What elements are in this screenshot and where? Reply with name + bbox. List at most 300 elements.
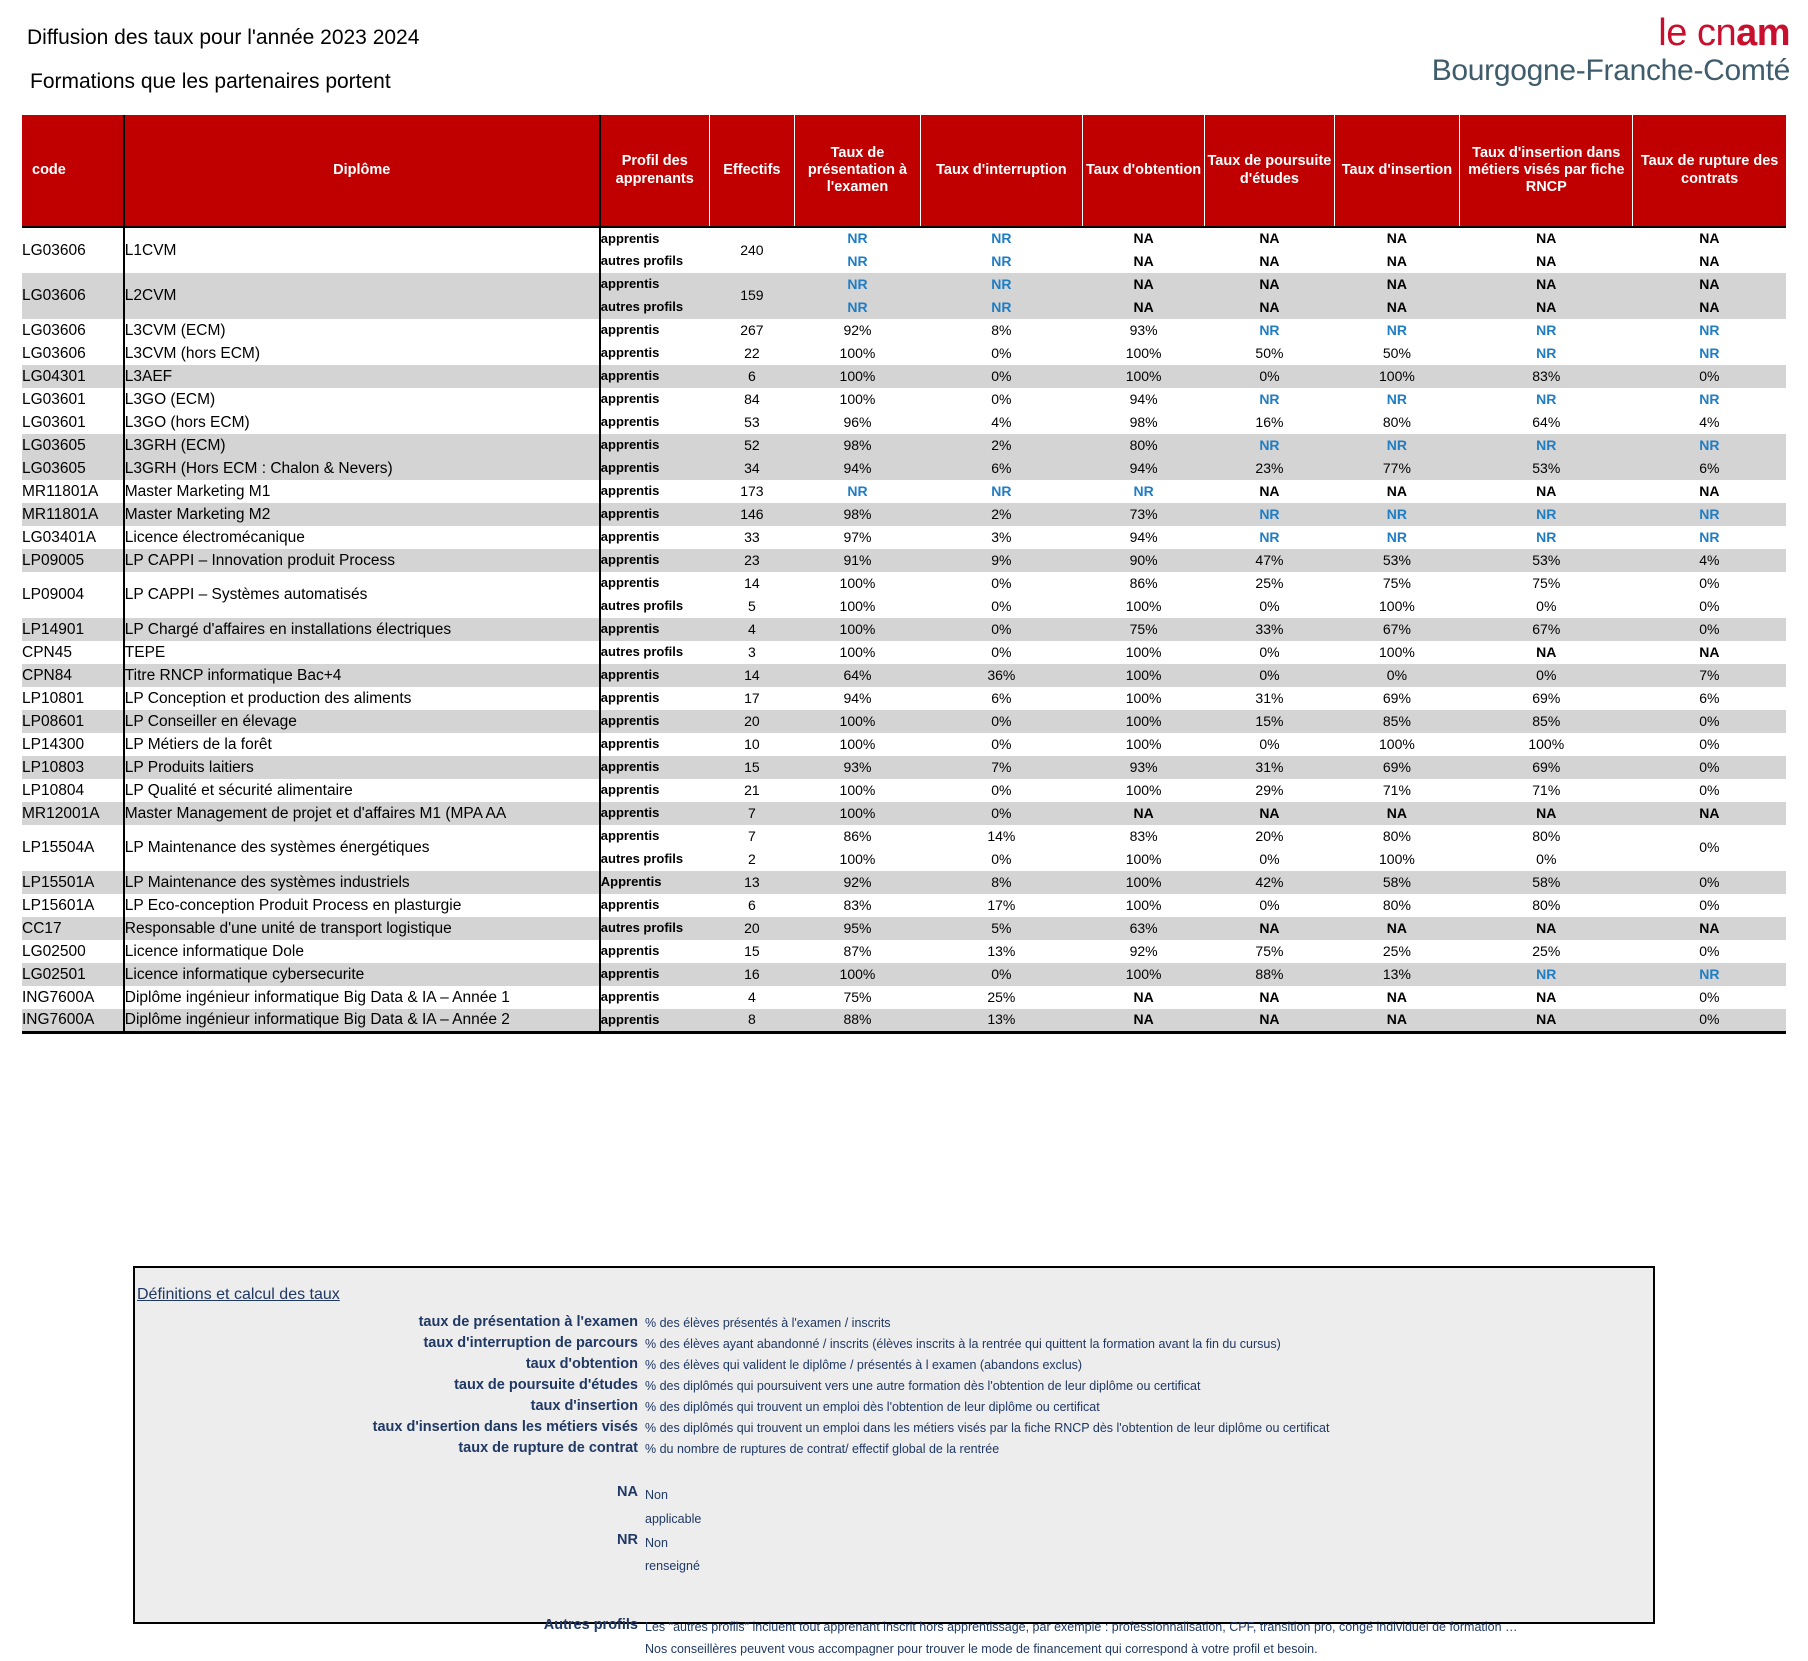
cell-presentation: 95% [795, 917, 921, 940]
table-row [22, 273, 1786, 296]
cell-insertion-rncp: NA [1460, 480, 1633, 503]
cell-profil: apprentis [600, 940, 709, 963]
cell-insertion: 85% [1334, 710, 1460, 733]
cell-diplome: LP Eco-conception Produit Process en plasturgie [124, 894, 600, 917]
cell-profil: apprentis [600, 411, 709, 434]
col-header-insertion: Taux d'insertion [1334, 115, 1460, 227]
cell-interruption: 0% [920, 848, 1082, 871]
cell-rupture: NR [1633, 526, 1786, 549]
header-row [22, 115, 1786, 227]
cell-interruption: NR [920, 250, 1082, 273]
cell-profil: apprentis [600, 687, 709, 710]
cell-effectif: 10 [709, 733, 794, 756]
definition-text: % des diplômés qui trouvent un emploi dans les métiers visés par la fiche RNCP dès l'obtention de leur diplôme ou certificat [645, 1421, 1330, 1435]
cell-rupture: 7% [1633, 664, 1786, 687]
cell-presentation: 100% [795, 641, 921, 664]
cell-presentation: 64% [795, 664, 921, 687]
cell-insertion: NR [1334, 503, 1460, 526]
abbreviation-label: NR [617, 1531, 638, 1548]
cell-insertion: 100% [1334, 733, 1460, 756]
cell-insertion-rncp: NR [1460, 342, 1633, 365]
table-row [22, 756, 1786, 779]
cell-obtention: 100% [1082, 710, 1205, 733]
col-header-insertion-rncp: Taux d'insertion dans métiers visés par fiche RNCP [1460, 115, 1633, 227]
cell-diplome: Master Marketing M1 [124, 480, 600, 503]
cell-profil: autres profils [600, 917, 709, 940]
cell-insertion-rncp: NR [1460, 963, 1633, 986]
definition-row [135, 1356, 1653, 1372]
cell-poursuite: NA [1205, 802, 1334, 825]
logo-am-text: am [1736, 12, 1790, 54]
cell-rupture: 0% [1633, 595, 1786, 618]
table-row [22, 342, 1786, 365]
cell-rupture: 0% [1633, 825, 1786, 871]
cell-profil: apprentis [600, 894, 709, 917]
cell-insertion: NA [1334, 273, 1460, 296]
cell-insertion-rncp: NR [1460, 388, 1633, 411]
cell-presentation: 83% [795, 894, 921, 917]
cell-poursuite: 31% [1205, 756, 1334, 779]
page-header [0, 0, 1808, 110]
cell-code: LP09004 [22, 572, 124, 618]
cell-code: LG03601 [22, 388, 124, 411]
autres-profils-line2: Nos conseillères peuvent vous accompagner pour trouver le mode de financement qui correspond à votre profil et besoin. [645, 1641, 1318, 1656]
cell-profil: apprentis [600, 1009, 709, 1032]
cell-rupture: 0% [1633, 733, 1786, 756]
cell-effectif: 2 [709, 848, 794, 871]
table-row [22, 664, 1786, 687]
abbreviation-label: NA [617, 1484, 638, 1500]
cell-presentation: 100% [795, 365, 921, 388]
cell-diplome: Licence électromécanique [124, 526, 600, 549]
definition-text: % des diplômés qui trouvent un emploi dès l'obtention de leur diplôme ou certificat [645, 1400, 1100, 1414]
cell-presentation: 100% [795, 779, 921, 802]
cell-presentation: 100% [795, 618, 921, 641]
cell-obtention: 80% [1082, 434, 1205, 457]
table-row [22, 710, 1786, 733]
cell-insertion: 13% [1334, 963, 1460, 986]
cell-insertion-rncp: NA [1460, 917, 1633, 940]
rates-table-container [22, 115, 1786, 1034]
cell-interruption: 14% [920, 825, 1082, 848]
cell-poursuite: NR [1205, 503, 1334, 526]
cell-insertion: NA [1334, 802, 1460, 825]
definition-row [135, 1398, 1653, 1414]
table-row [22, 986, 1786, 1009]
abbreviation-line2: applicable [645, 1511, 702, 1526]
cell-interruption: 17% [920, 894, 1082, 917]
cell-diplome: Diplôme ingénieur informatique Big Data & IA – Année 2 [124, 1009, 600, 1032]
cell-effectif: 20 [709, 917, 794, 940]
cell-obtention: 100% [1082, 342, 1205, 365]
cell-poursuite: 31% [1205, 687, 1334, 710]
cell-poursuite: 0% [1205, 894, 1334, 917]
cell-rupture: 6% [1633, 687, 1786, 710]
cell-profil: autres profils [600, 595, 709, 618]
cell-obtention: 73% [1082, 503, 1205, 526]
cell-interruption: 0% [920, 342, 1082, 365]
cell-presentation: 98% [795, 434, 921, 457]
cell-rupture: 0% [1633, 779, 1786, 802]
cell-effectif: 20 [709, 710, 794, 733]
cell-diplome: Licence informatique Dole [124, 940, 600, 963]
cell-obtention: 92% [1082, 940, 1205, 963]
cell-diplome: LP Conception et production des aliments [124, 687, 600, 710]
cell-effectif: 3 [709, 641, 794, 664]
cell-obtention: NA [1082, 1009, 1205, 1032]
cell-rupture: 4% [1633, 411, 1786, 434]
definition-row [135, 1377, 1653, 1393]
cell-code: LG03606 [22, 227, 124, 273]
definition-label: taux de rupture de contrat [458, 1440, 638, 1456]
cell-poursuite: 33% [1205, 618, 1334, 641]
cell-code: LP15601A [22, 894, 124, 917]
autres-profils-block [135, 1617, 1653, 1661]
cell-effectif: 267 [709, 319, 794, 342]
cell-presentation: 94% [795, 457, 921, 480]
cell-insertion-rncp: 53% [1460, 457, 1633, 480]
cell-presentation: 96% [795, 411, 921, 434]
definition-label: taux de poursuite d'études [454, 1377, 638, 1393]
cell-insertion-rncp: 83% [1460, 365, 1633, 388]
cell-profil: apprentis [600, 319, 709, 342]
cell-rupture: NA [1633, 917, 1786, 940]
cell-rupture: NR [1633, 319, 1786, 342]
cell-code: LG03601 [22, 411, 124, 434]
table-row [22, 940, 1786, 963]
cell-diplome: LP Métiers de la forêt [124, 733, 600, 756]
cell-interruption: NR [920, 273, 1082, 296]
cell-effectif: 16 [709, 963, 794, 986]
abbreviation-row [135, 1532, 1653, 1580]
cell-diplome: L3GO (hors ECM) [124, 411, 600, 434]
cell-obtention: NA [1082, 986, 1205, 1009]
cell-rupture: NR [1633, 388, 1786, 411]
cell-effectif: 4 [709, 986, 794, 1009]
cell-code: LG03605 [22, 434, 124, 457]
cell-effectif: 84 [709, 388, 794, 411]
cell-interruption: 4% [920, 411, 1082, 434]
cell-poursuite: 16% [1205, 411, 1334, 434]
table-row [22, 388, 1786, 411]
cell-diplome: Master Marketing M2 [124, 503, 600, 526]
cell-profil: apprentis [600, 618, 709, 641]
cell-presentation: 100% [795, 342, 921, 365]
cell-insertion: 69% [1334, 756, 1460, 779]
definition-text: % du nombre de ruptures de contrat/ effectif global de la rentrée [645, 1442, 1000, 1456]
abbreviation-line1: Non [645, 1535, 668, 1550]
cell-presentation: 100% [795, 802, 921, 825]
cell-insertion-rncp: NR [1460, 319, 1633, 342]
cell-insertion: NR [1334, 319, 1460, 342]
cell-insertion-rncp: 69% [1460, 687, 1633, 710]
cell-interruption: 36% [920, 664, 1082, 687]
cell-effectif: 53 [709, 411, 794, 434]
cell-poursuite: 0% [1205, 365, 1334, 388]
page-title: Diffusion des taux pour l'année 2023 2024 [27, 26, 420, 49]
col-header-diplome: Diplôme [124, 115, 600, 227]
cell-interruption: 13% [920, 1009, 1082, 1032]
cell-interruption: 0% [920, 595, 1082, 618]
cell-poursuite: 0% [1205, 664, 1334, 687]
cell-diplome: L3GO (ECM) [124, 388, 600, 411]
abbreviation-text [645, 1484, 701, 1532]
cell-poursuite: 75% [1205, 940, 1334, 963]
cell-presentation: 93% [795, 756, 921, 779]
cell-code: CPN84 [22, 664, 124, 687]
cell-obtention: NA [1082, 296, 1205, 319]
cell-presentation: 100% [795, 710, 921, 733]
cell-insertion-rncp: 64% [1460, 411, 1633, 434]
cell-profil: apprentis [600, 549, 709, 572]
cell-diplome: LP CAPPI – Systèmes automatisés [124, 572, 600, 618]
cell-effectif: 6 [709, 365, 794, 388]
table-row [22, 802, 1786, 825]
cell-obtention: 93% [1082, 319, 1205, 342]
cell-effectif: 4 [709, 618, 794, 641]
cell-profil: apprentis [600, 227, 709, 250]
logo-le-text: le [1658, 12, 1697, 54]
cell-rupture: NA [1633, 480, 1786, 503]
cell-profil: autres profils [600, 641, 709, 664]
cell-diplome: L3AEF [124, 365, 600, 388]
table-row [22, 963, 1786, 986]
cell-effectif: 52 [709, 434, 794, 457]
cell-poursuite: NA [1205, 917, 1334, 940]
cell-poursuite: NA [1205, 250, 1334, 273]
cell-rupture: NA [1633, 641, 1786, 664]
cell-presentation: 100% [795, 572, 921, 595]
table-row [22, 733, 1786, 756]
cell-obtention: NA [1082, 227, 1205, 250]
cell-code: LP08601 [22, 710, 124, 733]
cell-poursuite: 0% [1205, 848, 1334, 871]
cell-diplome: LP Chargé d'affaires en installations électriques [124, 618, 600, 641]
cell-obtention: 100% [1082, 779, 1205, 802]
cell-diplome: Licence informatique cybersecurite [124, 963, 600, 986]
cell-insertion-rncp: NA [1460, 1009, 1633, 1032]
cell-profil: apprentis [600, 480, 709, 503]
cell-interruption: 0% [920, 365, 1082, 388]
cell-diplome: Diplôme ingénieur informatique Big Data & IA – Année 1 [124, 986, 600, 1009]
cell-interruption: 0% [920, 779, 1082, 802]
cell-presentation: NR [795, 296, 921, 319]
cell-presentation: 75% [795, 986, 921, 1009]
cell-insertion: 100% [1334, 641, 1460, 664]
cell-insertion-rncp: NR [1460, 526, 1633, 549]
definition-label: taux d'insertion dans les métiers visés [372, 1419, 638, 1435]
cell-interruption: 3% [920, 526, 1082, 549]
cell-obtention: 100% [1082, 664, 1205, 687]
rates-table [22, 115, 1786, 1034]
cell-interruption: 0% [920, 641, 1082, 664]
cell-code: LG02501 [22, 963, 124, 986]
cell-interruption: 8% [920, 319, 1082, 342]
cell-interruption: 0% [920, 802, 1082, 825]
cnam-logo [1432, 14, 1790, 89]
cell-profil: apprentis [600, 457, 709, 480]
cell-insertion-rncp: 67% [1460, 618, 1633, 641]
cell-insertion-rncp: NR [1460, 434, 1633, 457]
abbreviation-line1: Non [645, 1488, 668, 1502]
cell-interruption: 0% [920, 618, 1082, 641]
cell-rupture: 0% [1633, 710, 1786, 733]
cell-insertion: NR [1334, 388, 1460, 411]
cell-poursuite: NR [1205, 319, 1334, 342]
table-row [22, 825, 1786, 848]
cell-diplome: Master Management de projet et d'affaires M1 (MPA AA [124, 802, 600, 825]
cell-interruption: NR [920, 296, 1082, 319]
cell-interruption: 0% [920, 963, 1082, 986]
cell-insertion: NA [1334, 986, 1460, 1009]
cell-profil: apprentis [600, 802, 709, 825]
cell-rupture: NA [1633, 296, 1786, 319]
cell-effectif: 33 [709, 526, 794, 549]
cell-presentation: 88% [795, 1009, 921, 1032]
cell-obtention: NA [1082, 250, 1205, 273]
cell-presentation: 91% [795, 549, 921, 572]
definition-text: % des élèves présentés à l'examen / inscrits [645, 1316, 891, 1330]
cell-poursuite: 0% [1205, 641, 1334, 664]
cell-interruption: 5% [920, 917, 1082, 940]
cell-obtention: 98% [1082, 411, 1205, 434]
cell-profil: apprentis [600, 273, 709, 296]
cell-insertion-rncp: NA [1460, 227, 1633, 250]
table-row [22, 227, 1786, 250]
cell-profil: apprentis [600, 664, 709, 687]
cell-insertion-rncp: NA [1460, 296, 1633, 319]
definition-row [135, 1440, 1653, 1456]
cell-profil: Apprentis [600, 871, 709, 894]
abbreviations-list [135, 1484, 1653, 1579]
cell-obtention: 93% [1082, 756, 1205, 779]
cell-profil: apprentis [600, 733, 709, 756]
cell-effectif: 8 [709, 1009, 794, 1032]
table-row [22, 503, 1786, 526]
cell-profil: apprentis [600, 825, 709, 848]
table-row [22, 411, 1786, 434]
cell-obtention: NA [1082, 802, 1205, 825]
definitions-box [133, 1266, 1655, 1656]
cell-diplome: LP Maintenance des systèmes industriels [124, 871, 600, 894]
cell-profil: autres profils [600, 848, 709, 871]
cell-poursuite: 0% [1205, 595, 1334, 618]
table-row [22, 871, 1786, 894]
cell-insertion: 75% [1334, 572, 1460, 595]
cell-interruption: 8% [920, 871, 1082, 894]
cell-effectif: 14 [709, 664, 794, 687]
col-header-poursuite: Taux de poursuite d'études [1205, 115, 1334, 227]
definition-row [135, 1314, 1653, 1330]
cell-insertion: NR [1334, 526, 1460, 549]
cell-profil: autres profils [600, 250, 709, 273]
cell-obtention: 94% [1082, 388, 1205, 411]
cell-insertion: NA [1334, 250, 1460, 273]
cell-effectif: 240 [709, 227, 794, 273]
cell-insertion: NA [1334, 1009, 1460, 1032]
cell-presentation: 98% [795, 503, 921, 526]
cell-insertion: 100% [1334, 595, 1460, 618]
cell-presentation: NR [795, 273, 921, 296]
cell-obtention: 75% [1082, 618, 1205, 641]
cell-insertion: 80% [1334, 894, 1460, 917]
cell-presentation: NR [795, 480, 921, 503]
cell-insertion: 53% [1334, 549, 1460, 572]
cell-obtention: 90% [1082, 549, 1205, 572]
cell-obtention: 100% [1082, 848, 1205, 871]
cell-profil: apprentis [600, 756, 709, 779]
cell-poursuite: NR [1205, 434, 1334, 457]
cell-effectif: 7 [709, 802, 794, 825]
table-row [22, 1009, 1786, 1032]
cell-code: CC17 [22, 917, 124, 940]
cell-poursuite: 20% [1205, 825, 1334, 848]
cell-insertion-rncp: 0% [1460, 595, 1633, 618]
cell-presentation: 100% [795, 848, 921, 871]
cell-effectif: 13 [709, 871, 794, 894]
abbreviation-text [645, 1532, 700, 1580]
cell-rupture: NR [1633, 342, 1786, 365]
cell-profil: apprentis [600, 710, 709, 733]
cell-diplome: LP Produits laitiers [124, 756, 600, 779]
cell-code: LG02500 [22, 940, 124, 963]
definitions-title: Définitions et calcul des taux [137, 1286, 340, 1303]
table-row [22, 894, 1786, 917]
table-body [22, 227, 1786, 1032]
cell-code: LG03605 [22, 457, 124, 480]
col-header-presentation: Taux de présentation à l'examen [795, 115, 921, 227]
cell-rupture: 0% [1633, 1009, 1786, 1032]
cell-code: ING7600A [22, 986, 124, 1009]
table-head [22, 115, 1786, 227]
cell-code: CPN45 [22, 641, 124, 664]
cell-presentation: NR [795, 227, 921, 250]
table-row [22, 365, 1786, 388]
cell-insertion: 0% [1334, 664, 1460, 687]
cell-insertion: NA [1334, 296, 1460, 319]
cell-poursuite: 42% [1205, 871, 1334, 894]
cell-obtention: 100% [1082, 871, 1205, 894]
cell-presentation: 97% [795, 526, 921, 549]
cell-rupture: 0% [1633, 871, 1786, 894]
cell-code: LP10803 [22, 756, 124, 779]
table-row [22, 549, 1786, 572]
cell-insertion: 100% [1334, 848, 1460, 871]
cell-insertion: 25% [1334, 940, 1460, 963]
cell-effectif: 5 [709, 595, 794, 618]
cell-interruption: 25% [920, 986, 1082, 1009]
logo-wordmark [1432, 14, 1790, 52]
table-row [22, 434, 1786, 457]
logo-region-text: Bourgogne-Franche-Comté [1431, 54, 1790, 87]
cell-obtention: 83% [1082, 825, 1205, 848]
table-row [22, 480, 1786, 503]
cell-insertion: 69% [1334, 687, 1460, 710]
cell-effectif: 21 [709, 779, 794, 802]
table-row [22, 319, 1786, 342]
cell-rupture: 0% [1633, 572, 1786, 595]
cell-diplome: L3CVM (hors ECM) [124, 342, 600, 365]
table-row [22, 618, 1786, 641]
cell-rupture: 0% [1633, 365, 1786, 388]
cell-interruption: 0% [920, 388, 1082, 411]
definition-label: taux d'interruption de parcours [423, 1335, 638, 1351]
cell-presentation: 100% [795, 595, 921, 618]
autres-profils-line1: Les "autres profils" incluent tout apprenant inscrit hors apprentissage, par exemple : professionnalisation, CPF, transition pro, congé individuel de formation … [645, 1620, 1518, 1634]
autres-profils-label: Autres profils [543, 1617, 638, 1633]
cell-insertion-rncp: 58% [1460, 871, 1633, 894]
cell-obtention: 86% [1082, 572, 1205, 595]
